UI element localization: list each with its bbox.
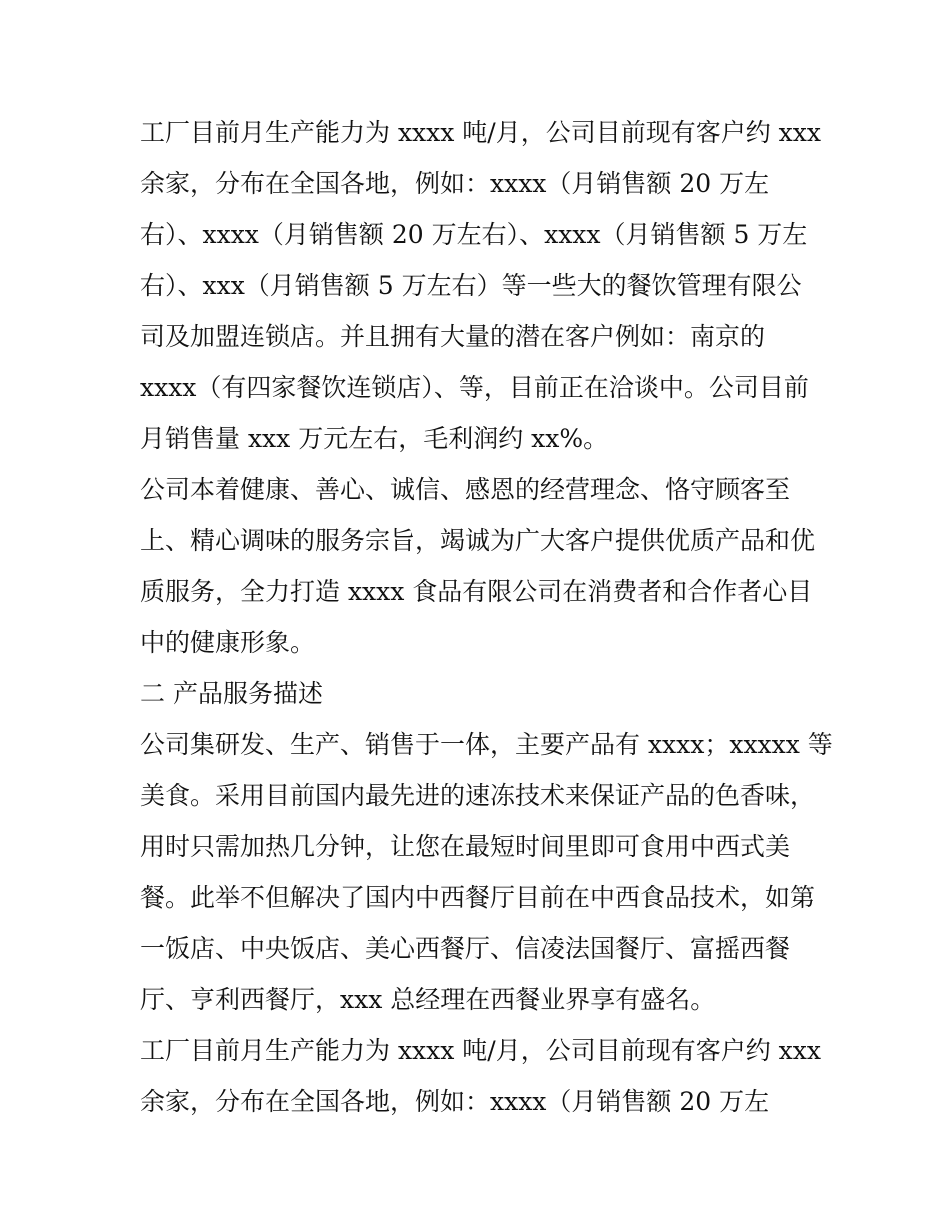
text-line-7: 月销售量 xxx 万元左右，毛利润约 xx%。 <box>140 424 609 453</box>
text-line-9: 上、精心调味的服务宗旨，竭诚为广大客户提供优质产品和优 <box>140 526 816 555</box>
text-line-2: 余家，分布在全国各地，例如：xxxx（月销售额 20 万左 <box>140 169 770 198</box>
text-line-15: 用时只需加热几分钟，让您在最短时间里即可食用中西式美 <box>140 832 791 861</box>
text-line-4: 右）、xxx（月销售额 5 万左右）等一些大的餐饮管理有限公 <box>140 271 802 300</box>
text-line-1: 工厂目前月生产能力为 xxxx 吨/月，公司目前现有客户约 xxx <box>140 118 821 147</box>
text-line-16: 餐。此举不但解决了国内中西餐厅目前在中西食品技术，如第 <box>140 883 816 912</box>
document-body <box>140 107 833 1127</box>
text-line-11: 中的健康形象。 <box>140 628 316 657</box>
text-line-14: 美食。采用目前国内最先进的速冻技术来保证产品的色香味， <box>140 781 816 810</box>
text-line-5: 司及加盟连锁店。并且拥有大量的潜在客户例如：南京的 <box>140 322 766 351</box>
text-line-17: 一饭店、中央饭店、美心西餐厅、信凌法国餐厅、富摇西餐 <box>140 934 791 963</box>
text-line-18: 厅、亨利西餐厅，xxx 总经理在西餐业界享有盛名。 <box>140 985 716 1014</box>
text-line-13: 公司集研发、生产、销售于一体，主要产品有 xxxx；xxxxx 等 <box>140 730 833 759</box>
text-line-10: 质服务，全力打造 xxxx 食品有限公司在消费者和合作者心目 <box>140 577 813 606</box>
text-line-8: 公司本着健康、善心、诚信、感恩的经营理念、恪守顾客至 <box>140 475 791 504</box>
text-line-6: xxxx（有四家餐饮连锁店）、等，目前正在洽谈中。公司目前 <box>140 373 809 402</box>
text-line-3: 右）、xxxx（月销售额 20 万左右）、xxxx（月销售额 5 万左 <box>140 220 808 249</box>
text-line-19: 工厂目前月生产能力为 xxxx 吨/月，公司目前现有客户约 xxx <box>140 1036 821 1065</box>
section-heading: 二 产品服务描述 <box>140 679 323 708</box>
text-line-20: 余家，分布在全国各地，例如：xxxx（月销售额 20 万左 <box>140 1087 770 1116</box>
